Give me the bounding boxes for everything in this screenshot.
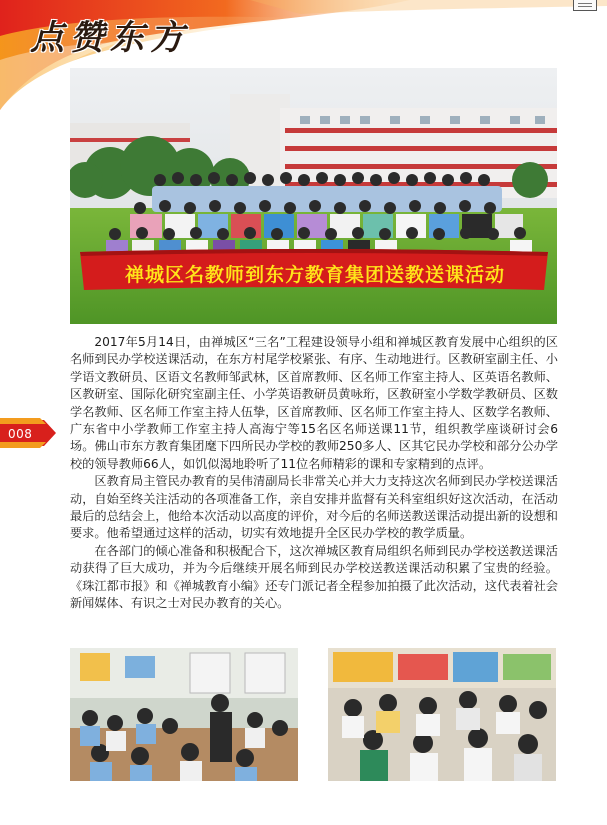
menu-icon[interactable]: [573, 0, 597, 11]
classroom-photo-left: [70, 648, 298, 781]
group-photo: [70, 68, 557, 324]
article-paragraph-2: 区教育局主管民办教育的吴伟清副局长非常关心并大力支持这次名师到民办学校送课活动，自始至终关注活动的各项准备工作，亲自安排并监督有关科室组织好这次活动，在活动最后的总结会上，他给本次活动以高度的评价，对今后的名师送教送课活动提出新的设想和要求。他希望通过这样的活动，切实有效地提升全区民办学校的教学质量。: [70, 474, 558, 541]
article-paragraph-1: 2017年5月14日，由禅城区“三名”工程建设领导小组和禅城区教育发展中心组织的区名师到民办学校送课活动，在东方村尾学校紧张、有序、生动地进行。区教研室副主任、小学语文教研员、区语文名教师邹武林，区首席教师、区名师工作室主持人、区英语名教师、区教研室、国际化研究室副主任、小学英语教研员黄咏珩，区教研室小学数学教研员、区数学名教师、区名师工作室主持人伍挚，区首席教师、区名师工作室主持人、区数学名教师、广东省中小学教师工作室主持人高海宁等15名区名师送课11节，组织教学座谈研讨会6场。佛山市东方教育集团麾下四所民办学校的教师250多人、区其它民办学校和部分公办学校的领导教师66人，如饥似渴地聆听了11位名师精彩的课和专家精到的点评。: [70, 335, 558, 471]
classroom-photo-left-illustration: [70, 648, 298, 781]
banner-text: 禅城区名教师到东方教育集团送教送课活动: [124, 264, 505, 286]
classroom-photo-right: [328, 648, 556, 781]
classroom-photo-right-illustration: [328, 648, 556, 781]
page-title: 点赞东方: [30, 18, 190, 58]
article-body: [70, 334, 558, 613]
article-paragraph-3: 在各部门的倾心准备和积极配合下，这次禅城区教育局组织名师到民办学校送教送课活动获得了巨大成功，并为今后继续开展名师到民办学校送教送课活动积累了宝贵的经验。《珠江都市报》和《禅城教育小编》还专门派记者全程参加拍摄了此次活动，这代表着社会新闻媒体、有识之士对民办教育的关心。: [70, 543, 558, 611]
page-number: 008: [8, 427, 33, 441]
